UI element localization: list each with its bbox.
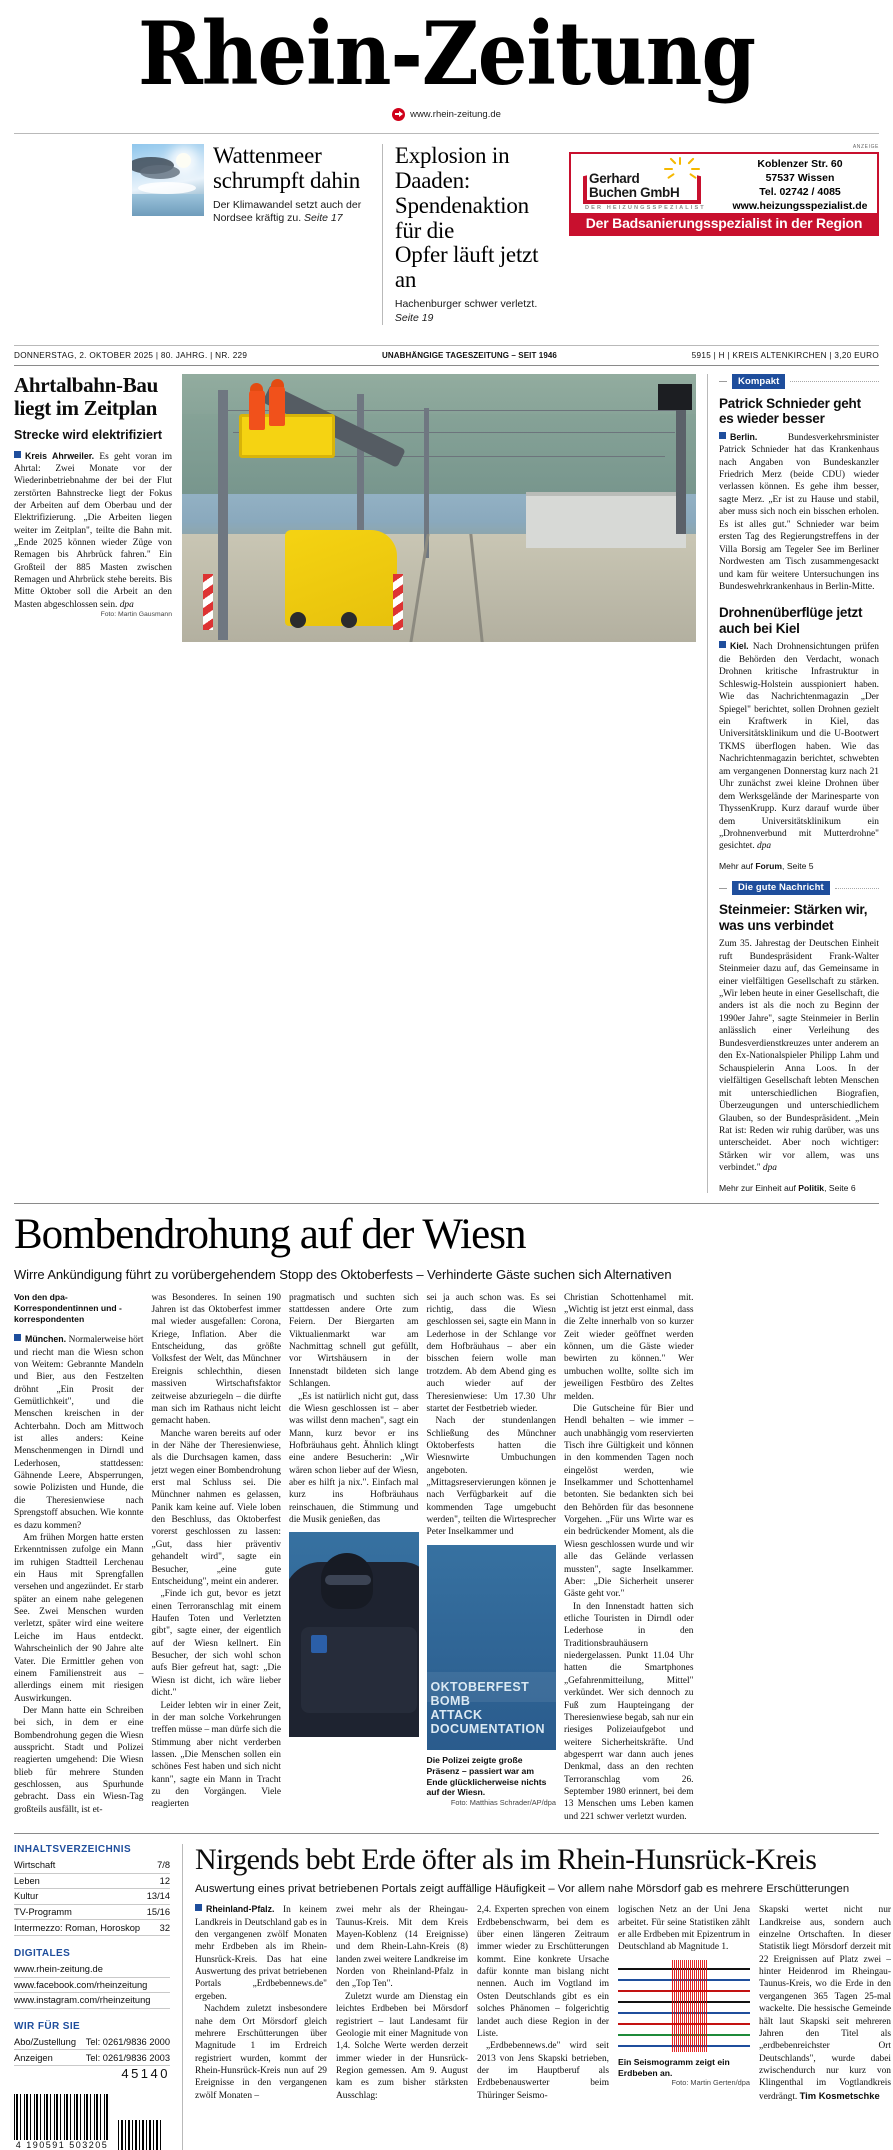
police-photo-left: [289, 1532, 419, 1737]
service-value: Tel: 0261/9836 2003: [85, 2052, 170, 2063]
kompakt-item-steinmeier[interactable]: [719, 902, 879, 1192]
article-ahrtalbahn[interactable]: [14, 374, 182, 1192]
gute-nachricht-kicker: Die gute Nachricht: [732, 881, 830, 896]
main-text-col1: München. Normalerweise hört und riecht man die Wiesn schon von Weitem: Gebrannte Mandeln und Bier, aus den Festzelten dröhnt „Ein Prosit der Gemütlichkeit", und die Menschen kreischen in der Achterbahn. Doch am Mittwoch ist alles anders: Keine Menschenmengen in Dirndl und Lederhosen, stattdessen: Gähnende Leere, Absperrungen, sowie Polizisten und Hunde, die die Theresienwiese nach Sprengstoff absuchen. Wie konnte es dazu kommen? Am frühen Morgen hatte ersten Erkenntnissen zufolge ein Mann im ruhigen Stadtteil Lerchenau ein Haus mit Sprengfallen versehen und angezündet. Er starb später an einem nahe gelegenen See. Zwei Menschen wurden verletzt, später wird eine weitere Leiche im Haus entdeckt. Wahrscheinlich der 90 Jahre alte Vater. Die Ermittler gehen von einem Familienstreit aus – allerdings einem mit riesigen Auswirkungen. Der Mann hatte ein Schreiben bei sich, in dem er eine Bombendrohung gegen die Wiesn ausspricht. Stadt und Polizei reagierten umgehend: Die Wiesn blieb für mehrere Stunden geschlossen, aus Spurhunde gebracht. Dass ein Wiesn-Tag großteils ausfällt, ist et-: [14, 1334, 144, 1815]
masthead: [14, 0, 879, 121]
masthead-website[interactable]: [14, 108, 879, 121]
main-column-3: [289, 1292, 427, 1823]
gute-nachricht-text: Zum 35. Jahrestag der Deutschen Einheit ruft Bundespräsident Frank-Walter Steinmeier dazu auf, das Gemeinsame in einer vielfältigen Gesellschaft zu stärken. „Wir leben heute in einer Gesellschaft, die anders ist als die noch zu Beginn der 1990er Jahre", sagte Steinmeier in Berlin anlässlich einer Verleihung des Bundesverdienstkreuzes unter anderem an den Ex-Nationalspieler Philipp Lahm und Schauspielerin Anna Loos. In der vielfältigen Gesellschaft lebten Menschen mit unterschiedlichen Biografien, Überzeugungen und unterschiedlichem Glauben, so der Bundespräsident. „Mein Rat ist: Reden wir ruhig darüber, was uns unterscheidet. Aber noch wichtiger: Stärken wir vor allem, was uns verbindet.": [719, 939, 879, 1174]
kompakt-text: Nach Drohnensichtungen prüfen die Behörden den Verdacht, wonach Drohnen kritische Infrastruktur in Schleswig-Holstein ausspioniert haben. Wie das Nachrichtenmagazin „Der Spiegel" berichtet, sollen Drohnen gezielt ein Kraftwerk in Kiel, das Universitätsklinikum und die U-Bootwert TKMS überflogen haben. Wie das Nachrichtenmagazin berichtet, schwebten am vergangenen Donnerstag kurz nach 21 Uhr zunächst zwei kleine Drohnen über dem Werksgelände der Marinesparte von ThyssenKrupp. Kurz darauf wurde über dem Universitätsklinikum ein „Drohnenverbund mit Mutterdrohne" gesichtet.: [719, 642, 879, 852]
bottom-section: [14, 1834, 891, 2150]
main-column-5: [564, 1292, 702, 1823]
teaser-explosion[interactable]: [382, 144, 559, 325]
ad-tagline: DER HEIZUNGSSPEZIALIST: [585, 205, 706, 212]
main-text-col5: Christian Schottenhamel mit. „Wichtig ist jetzt erst einmal, dass die Zelte innerhalb von so kurzer Zeit wieder geöffnet werden können, um die Gäste wieder bewirten zu können." Wer umbuchen wollte, sollte sich im jeweiligen Festbüro des Zeltes melden. Die Gutscheine für Bier und Hendl behalten – wie immer – auch unabhängig vom reservierten Tisch ihre Gültigkeit und können in den kommenden Tagen noch eingelöst werden, wie Inselkammer und Schottenhamel betonten. Sie bedankten sich bei den Behörden für das besonnene Vorgehen. „Für uns Wirte war es ein bedrückender Moment, als die Wiesn geschlossen wurde und wir alle das Gelände verlassen mussten", sagte Inselkammer. Aber: „Die Sicherheit unserer Gäste geht vor." In den Innenstadt hatten sich etliche Touristen in Dirndl oder Lederhose in den Traditionsbrauhäusern niedergelassen. Punkt 11.04 Uhr hatten die Smartphones „Gefahrenmitteilung, Mittel" verkündet. Wer sich dennoch zu Fuß zum Haupteingang der Theresienwiese begab, sah nur ein riesiges Polizeiaufgebot und weitere Sicherheitskräfte. Und abgesperrt war dann auch jenes Denkmal, dass an den rechten Terroranschlag vom 26. September 1980 erinnert, bei dem 13 Menschen ums Leben kamen und 221 schwer verletzt wurden.: [564, 1292, 694, 1822]
toc-label: Wirtschaft: [14, 1860, 56, 1871]
bottom-column-5: [759, 1904, 893, 2103]
bottom-column-3: [477, 1904, 618, 2103]
police-photo-caption: Die Polizei zeigte große Präsenz – passiert war am Ende glücklicherweise nichts auf der Wiesn. Foto: Matthias Schrader/AP/dpa: [426, 1754, 556, 1808]
bottom-text-col4: logischen Netz an der Uni Jena arbeitet. Für seine Statistiken zählt er alle Erdbeben mit Epizentrum in Deutschland ab Magnitude 1.: [618, 1905, 750, 1953]
main-column-4: [427, 1292, 565, 1823]
teaser-photo-clouds: [132, 144, 204, 216]
toc-row[interactable]: [14, 1874, 170, 1890]
teaser-headline: Explosion in Daaden: Spendenaktion für die Opfer läuft jetzt an: [394, 143, 539, 293]
barcode-icon: [14, 2094, 110, 2140]
kompakt-item-drohnen[interactable]: [719, 605, 879, 870]
police-photo-right: [427, 1545, 557, 1750]
ad-logo: [571, 154, 723, 213]
kompakt-place: Kiel.: [730, 641, 749, 652]
kompakt-headline: Patrick Schnieder geht es wieder besser: [719, 395, 861, 427]
kompakt-agency: dpa: [757, 841, 772, 852]
bottom-text-col5: Skapski wertet nicht nur Landkreise aus, sondern auch einzelne Ortschaften. In dieser Statistik liegt Mörsdorf derzeit mit 22 Ereignissen auf Platz zwei – hinter Heidenrod im Rheingau-Taunus-Kreis, wo die Erde in den vergangenen 365 Tagen 25-mal wackelte. Die hessische Gemeinde hält laut Skapski seit mehreren Jahren den Titel als „erdbebenreichster Ort Deutschlands", wurde dabei zwischendurch nur kurz von Klingenthal im Vogtlandkreis verdrängt. Tim Kosmetschke: [759, 1905, 891, 2102]
toc-label: Leben: [14, 1875, 40, 1886]
main-subheadline: Wirre Ankündigung führt zu vorübergehendem Stopp des Oktoberfests – Verhinderte Gäste suchen sich Alternativen: [14, 1266, 672, 1282]
teaser-bar: [14, 134, 879, 333]
service-title: WIR FÜR SIE: [14, 2020, 81, 2032]
bottom-text-col1: Rheinland-Pfalz. In keinem Landkreis in Deutschland gab es in den vergangenen zwölf Monaten mehr Erdbeben als im Rhein-Hunsrück-Kreis. Das hat eine Auswertung des privat betriebenen Portals „Erdbebennews.de" ergeben. Nachdem zuletzt insbesondere nahe dem Ort Mörsdorf gleich mehrere Erschütterungen über Magnitude 1 im Erdreich registriert wurden, kommt der Rhein-Hunsrück-Kreis nun auf 29 Ereignisse in den vergangenen zwölf Monaten –: [195, 1904, 327, 2101]
ahrtal-body: [14, 450, 172, 619]
newspaper-logo: Rhein-Zeitung: [137, 3, 756, 106]
bottom-text-col2: zwei mehr als der Rheingau-Taunus-Kreis. Mit dem Kreis Mayen-Koblenz (14 Ereignisse) und dem Rhein-Lahn-Kreis (8) landen zwei weitere Landkreise im Norden von Rheinland-Pfalz in den „Top Ten". Zuletzt wurde am Dienstag ein leichtes Erdbeben bei Mörsdorf registriert – laut Landesamt für Geologie mit einer Magnitude von 1,4. Solche Werte werden derzeit immer wieder in der Hunsrück-Region gemessen. Am 9. August kam es zum bisher stärksten Ausschlag:: [336, 1905, 468, 2101]
bottom-text-col3: 2,4. Experten sprechen von einem Erdbebenschwarm, bei dem es über einen längeren Zeitraum immer wieder zu Erschütterungen kommt. Eine konkrete Ursache dafür konnte man bislang nicht nennen. Auch im Vogtland im Osten Deutschlands gibt es ein solches Phänomen – folgerichtig landet auch diese Region in der Liste. „Erdbebennews.de" wird seit 2013 von Jens Skapski betrieben, der im Hauptberuf als Erdbebenauswerter beim Thüringer Seismo-: [477, 1905, 609, 2101]
toc-label: Kultur: [14, 1891, 39, 1902]
teaser-wattenmeer[interactable]: [14, 144, 382, 325]
seismogram-spike: [672, 1960, 708, 2052]
toc-label: TV-Programm: [14, 1907, 72, 1918]
kompakt-body: [719, 432, 879, 594]
ahrtal-photo-wrapper: [182, 374, 696, 1192]
bottom-column-1: [195, 1904, 336, 2103]
barcode-number: 4 190591 503205: [15, 2139, 109, 2150]
gute-nachricht-body: [719, 938, 879, 1175]
main-text-col4: sei ja auch schon was. Es sei richtig, dass die Wiesn geschlossen sei, sagte ein Mann in Lederhose in der Schlange vor dem Hofbräuhaus – aber ein bisschen feiern wolle man trotzdem. Ab dem Abend ging es auch wieder auf der Theresienwiese: Um 17.30 Uhr startet der Festbetrieb wieder. Nach der stundenlangen Schließung des Münchner Oktoberfests hatten die Wiesnwirte Umbuchungen angeboten. „Mittagsreservierungen können je nach Verfügbarkeit auf die kommenden Tage umgebucht werden", teilten die Wirtesprecher Peter Inselkammer und: [426, 1292, 556, 1538]
top-section: [14, 366, 879, 1192]
ahrtal-subheadline: Strecke wird elektrifiziert: [14, 427, 162, 442]
toc-pages: 13/14: [146, 1891, 170, 1902]
ad-street: Koblenzer Str. 60: [757, 158, 843, 171]
toc-row[interactable]: [14, 1889, 170, 1905]
square-bullet-icon: [719, 432, 726, 439]
ahrtal-photo: [182, 374, 696, 642]
main-column-2: [152, 1292, 290, 1823]
ahrtal-text: Es geht voran im Ahrtal: Zwei Monate vor der Wiederinbetriebnahme der bei der Flut zerstörten Bahnstrecke liegt der Fokus der Arbeiten auf dem Oberbau und der Elektrifizierung. „Die Arbeiten liegen weiter im Zeitplan", teilte die Bahn mit. „Ende 2025 können wieder Züge von Remagen bis Ahrbrück fahren." Ein Großteil der 885 Masten zwischen Remagen und Ahrbrück stehe bereits. Bis Mitte Oktober soll die Arbeit an den Masten abgeschlossen sein.: [14, 451, 172, 610]
ahrtal-agency: dpa: [119, 599, 134, 610]
service-label: Abo/Zustellung: [14, 2036, 77, 2047]
seismogram-credit: Foto: Martin Gerten/dpa: [671, 2078, 750, 2088]
bottom-story[interactable]: [182, 1844, 893, 2150]
kompakt-place: Berlin.: [730, 431, 758, 442]
ad-company-name: Gerhard Buchen GmbH: [589, 171, 680, 200]
advertisement[interactable]: [559, 144, 879, 325]
gute-nachricht-more-link[interactable]: Mehr zur Einheit auf Politik, Seite 6: [719, 1182, 856, 1193]
kompakt-headline: Drohnenüberflüge jetzt auch bei Kiel: [719, 605, 863, 636]
digital-title: DIGITALES: [14, 1948, 71, 1959]
teaser-headline: Wattenmeer schrumpft dahin: [213, 143, 361, 193]
ad-phone: Tel. 02742 / 4085: [759, 185, 841, 198]
arrow-circle-icon: [392, 108, 405, 121]
ad-label: ANZEIGE: [852, 144, 879, 151]
dateline-center: UNABHÄNGIGE TAGESZEITUNG – SEIT 1946: [381, 351, 557, 361]
digital-link-instagram[interactable]: www.instagram.com/rheinzeitung: [14, 1993, 170, 2009]
teaser-subtext: Der Klimawandel setzt auch der Nordsee kräftig zu. Seite 17: [213, 198, 362, 225]
bottom-columns: [195, 1904, 893, 2103]
toc-row[interactable]: [14, 1920, 170, 1936]
barcode-block: [14, 2066, 170, 2150]
kompakt-item-schnieder[interactable]: [719, 396, 879, 594]
square-bullet-icon: [14, 451, 21, 458]
main-story[interactable]: [14, 1204, 879, 1823]
ad-banner: [571, 213, 877, 234]
bottom-author: Tim Kosmetschke: [799, 2089, 880, 2101]
masthead-url-text: www.rhein-zeitung.de: [410, 109, 501, 121]
barcode-addon-icon: [118, 2120, 162, 2150]
table-of-contents: [14, 1844, 182, 2150]
teaser-page-ref: Seite 19: [394, 311, 434, 324]
digital-link-facebook[interactable]: www.facebook.com/rheinzeitung: [14, 1978, 170, 1994]
kompakt-more-link[interactable]: Mehr auf Forum, Seite 5: [719, 860, 814, 871]
service-row-abo[interactable]: [14, 2035, 170, 2051]
ad-website[interactable]: www.heizungsspezialist.de: [732, 199, 868, 212]
toc-pages: 32: [159, 1922, 170, 1933]
digital-block: [14, 1948, 170, 2009]
bottom-column-4: [618, 1904, 759, 2103]
ahrtal-place: Kreis Ahrweiler.: [25, 450, 95, 461]
square-bullet-icon: [195, 1904, 202, 1911]
main-byline: Von den dpa-Korrespondentinnen und -korrespondenten: [14, 1291, 122, 1324]
ahrtal-photo-credit: Foto: Martin Gausmann: [100, 611, 172, 619]
kompakt-kicker-bar: [719, 374, 879, 389]
main-column-1: [14, 1292, 152, 1823]
kompakt-body: [719, 641, 879, 853]
gute-nachricht-kicker-bar: [719, 881, 879, 896]
ad-banner-bold: Der: [585, 215, 609, 232]
ad-contact-block: [723, 154, 877, 213]
main-text-col2: was Besonderes. In seinen 190 Jahren ist das Oktoberfest immer mal wieder ausgefallen: Corona, Kriege, Inflation. Aber die Entscheidung, das größte Volksfest der Welt, das Münchner Ereignis schlechthin, diesen massiven Wirtschaftsfaktor zeitweise abzuriegeln – die dürfte man sich im Rathaus nicht leicht gemacht haben. Manche waren bereits auf oder in der Nähe der Theresienwiese, als die Durchsagen kamen, dass jetzt wegen einer Bombendrohung erst mal Schluss sei. Die Münchner nahmen es gelassen, Panik kam keine auf. Viele loben den Beschluss, das Oktoberfest vorerst geschlossen zu lassen: „Gut, dass hier präventiv gehandelt wird", sagte ein Besucher, „eine gute Entscheidung", meint ein anderer. „Finde ich gut, bevor es jetzt einen Terroranschlag mit einem Haufen Toten und Verletzten gibt", sagte einer, der eigentlich auf der Wiesn kellnert. Ein Besucher, der sich wohl schon aufs Bier gefreut hat, sagt: „Die Wiesn ist dicht, ich wäre lieber dicht." Leider lebten wir in einer Zeit, in der man solche Vorkehrungen treffen müsse – man dürfe sich die Stimmung aber nicht verderben lassen. „Die Menschen sollen ein schönes Fest haben und sich nicht kann", sagte ein Mann in Tracht zu den Vorgängen. Viele reagierten: [151, 1292, 281, 1810]
toc-row[interactable]: [14, 1905, 170, 1921]
kompakt-kicker: Kompakt: [732, 374, 785, 389]
toc-pages: 12: [159, 1875, 170, 1886]
ad-banner-text: Badsanierungsspezialist in der Region: [608, 215, 863, 232]
main-story-columns: [14, 1292, 879, 1823]
dateline-bar: [14, 346, 879, 365]
service-label: Anzeigen: [14, 2052, 53, 2063]
kompakt-sidebar: [707, 374, 879, 1192]
service-row-anzeigen[interactable]: [14, 2050, 170, 2066]
toc-label: Intermezzo: Roman, Horoskop: [14, 1922, 141, 1933]
toc-pages: 7/8: [157, 1860, 170, 1871]
main-text-col3: pragmatisch und suchten sich stattdessen andere Orte zum Feiern. Der Biergarten am Viktualienmarkt war am Nachmittag schnell gut gefüllt, vor Wirtshäusern in der Innenstadt bildeten sich lange Schlangen. „Es ist natürlich nicht gut, dass die Wiesn geschlossen ist – aber was willst denn machen", sagt ein Mann, kurz bevor er ins Hofbräuhaus geht. Ähnlich klingt eine andere Besucherin: „Wir wären schon lieber auf der Wiesn, aber es hilft ja nix.". Einfach mal kurz ins Hofbräuhaus reinschauen, die Stimmung und die Musik genießen, das: [289, 1292, 419, 1526]
dateline-left: DONNERSTAG, 2. OKTOBER 2025 | 80. JAHRG. | NR. 229: [14, 351, 248, 361]
seismogram-photo: [618, 1960, 750, 2052]
square-bullet-icon: [14, 1334, 21, 1341]
bottom-subheadline: Auswertung eines privat betriebenen Portals zeigt auffällige Häufigkeit – Vor allem nahe Mörsdorf gab es mehrere Erschütterungen: [195, 1883, 850, 1896]
toc-pages: 15/16: [146, 1907, 170, 1918]
service-block: [14, 2021, 170, 2066]
seismogram-caption: Ein Seismogramm zeigt ein Erdbeben an. Foto: Martin Gerten/dpa: [618, 2056, 750, 2088]
gute-nachricht-agency: dpa: [762, 1163, 777, 1174]
service-value: Tel: 0261/9836 2000: [85, 2036, 170, 2047]
gute-nachricht-headline: Steinmeier: Stärken wir, was uns verbindet: [719, 902, 868, 933]
bottom-column-2: [336, 1904, 477, 2103]
ad-box[interactable]: [569, 152, 879, 236]
teaser-page-ref: Seite 17: [304, 212, 343, 225]
toc-title: INHALTSVERZEICHNIS: [14, 1844, 132, 1856]
digital-link-website[interactable]: www.rhein-zeitung.de: [14, 1962, 170, 1978]
bottom-place: Rheinland-Pfalz.: [206, 1904, 275, 1915]
teaser-subtext: Hachenburger schwer verletzt. Seite 19: [394, 298, 538, 324]
square-bullet-icon: [719, 641, 726, 648]
ad-city: 57537 Wissen: [765, 171, 835, 184]
ahrtal-headline: Ahrtalbahn-Bau liegt im Zeitplan: [14, 373, 159, 421]
police-photo-credit: Foto: Matthias Schrader/AP/dpa: [450, 1798, 556, 1808]
bottom-headline: Nirgends bebt Erde öfter als im Rhein-Hunsrück-Kreis: [195, 1843, 817, 1877]
main-place: München.: [25, 1334, 67, 1345]
dateline-right: 5915 | H | KREIS ALTENKIRCHEN | 3,20 EURO: [691, 351, 879, 361]
toc-row[interactable]: [14, 1858, 170, 1874]
photo-sign-text: OKTOBERFEST BOMB ATTACK DOCUMENTATION: [430, 1680, 545, 1737]
kompakt-text: Bundesverkehrsminister Patrick Schnieder hat das Krankenhaus nach Angaben von Bundeskanzler Friedrich Merz (beide CDU) wieder verlassen können. Es gehe ihm besser, sagte Merz. „Er ist zu Hause und stabil, aber muss sich noch ein bisschen erholen. Es ist alles gut." Schnieder war beim ersten Tag des Regierungstreffens in der Villa Borsig am Tegeler See im Berliner Nordwesten am Tisch zusammengesackt und kam für weitere Untersuchungen ins Bundeswehrkrankenhaus in Berlin-Mitte.: [719, 432, 879, 593]
main-headline: Bombendrohung auf der Wiesn: [14, 1210, 526, 1258]
barcode-small-number: 45140: [121, 2065, 170, 2081]
